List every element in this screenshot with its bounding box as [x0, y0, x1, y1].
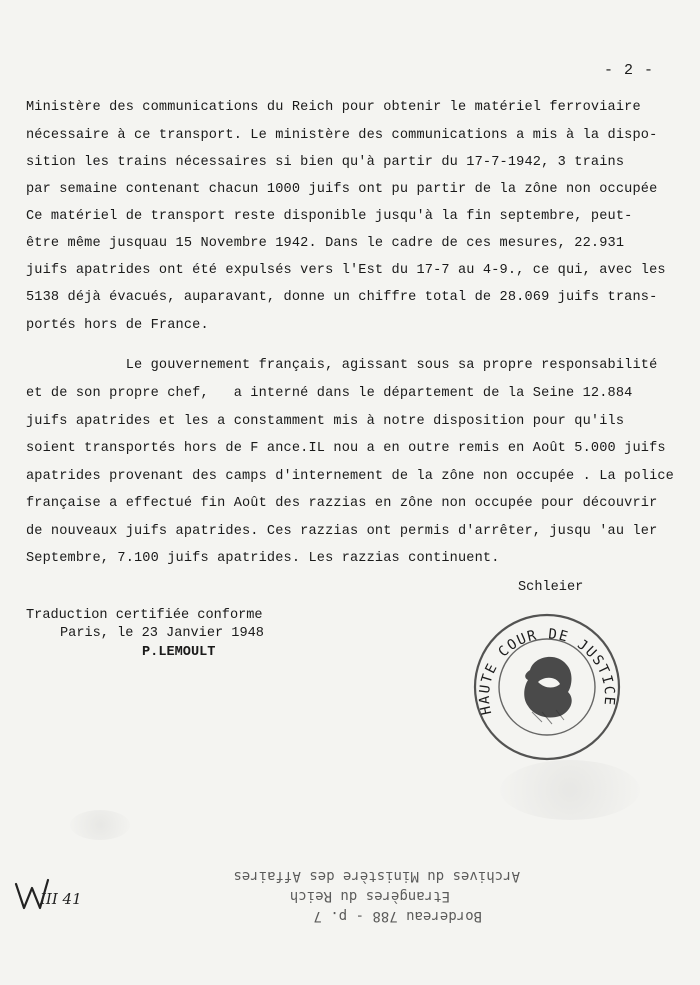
- archive-line: Etrangères du Reich: [289, 888, 450, 904]
- certification-place-date: Paris, le 23 Janvier 1948: [60, 626, 264, 641]
- page-number: - 2 -: [604, 62, 655, 79]
- body-line: Septembre, 7.100 juifs apatrides. Les razzias continuent.: [26, 551, 500, 566]
- seal-text: HAUTE COUR DE JUSTICE: [476, 626, 618, 717]
- body-line: Ce matériel de transport reste disponible jusqu'à la fin septembre, peut-: [26, 209, 633, 224]
- paper-stain: [500, 760, 640, 820]
- body-line: juifs apatrides ont été expulsés vers l'Est du 17-7 au 4-9., ce qui, avec les: [26, 263, 666, 278]
- body-line: Le gouvernement français, agissant sous sa propre responsabilité: [26, 358, 658, 373]
- body-line: être même jusquau 15 Novembre 1942. Dans le cadre de ces mesures, 22.931: [26, 236, 625, 251]
- body-line: soient transportés hors de F ance.IL nou a en outre remis en Août 5.000 juifs: [26, 441, 666, 456]
- body-line: française a effectué fin Août des razzias en zône non occupée pour découvrir: [26, 496, 658, 511]
- body-line: portés hors de France.: [26, 318, 209, 333]
- body-line: 5138 déjà évacués, auparavant, donne un chiffre total de 28.069 juifs trans-: [26, 290, 658, 305]
- body-line: nécessaire à ce transport. Le ministère des communications a mis à la dispo-: [26, 128, 658, 143]
- archive-line: Archives du Ministère des Affaires: [233, 868, 520, 884]
- certification-line: Traduction certifiée conforme: [26, 608, 263, 623]
- paper-stain: [70, 810, 130, 840]
- body-line: par semaine contenant chacun 1000 juifs ont pu partir de la zône non occupée: [26, 182, 658, 197]
- archive-line: Bordereau 788 - p. 7: [313, 908, 482, 924]
- body-line: de nouveaux juifs apatrides. Ces razzias ont permis d'arrêter, jusqu 'au ler: [26, 524, 658, 539]
- body-line: juifs apatrides et les a constamment mis à notre disposition pour qu'ils: [26, 414, 625, 429]
- body-line: sition les trains nécessaires si bien qu'à partir du 17-7-1942, 3 trains: [26, 155, 625, 170]
- body-line: Ministère des communications du Reich pour obtenir le matériel ferroviaire: [26, 100, 641, 115]
- body-line: et de son propre chef, a interné dans le département de la Seine 12.884: [26, 386, 633, 401]
- margin-note-text: III 41: [40, 890, 82, 908]
- signer-name: Schleier: [518, 580, 584, 595]
- certifier-name: P.LEMOULT: [142, 645, 216, 660]
- court-seal-stamp: [472, 612, 622, 762]
- handwritten-margin-note: [10, 868, 90, 918]
- body-line: apatrides provenant des camps d'internement de la zône non occupée . La police: [26, 469, 674, 484]
- mirrored-archive-stamp: [100, 848, 520, 926]
